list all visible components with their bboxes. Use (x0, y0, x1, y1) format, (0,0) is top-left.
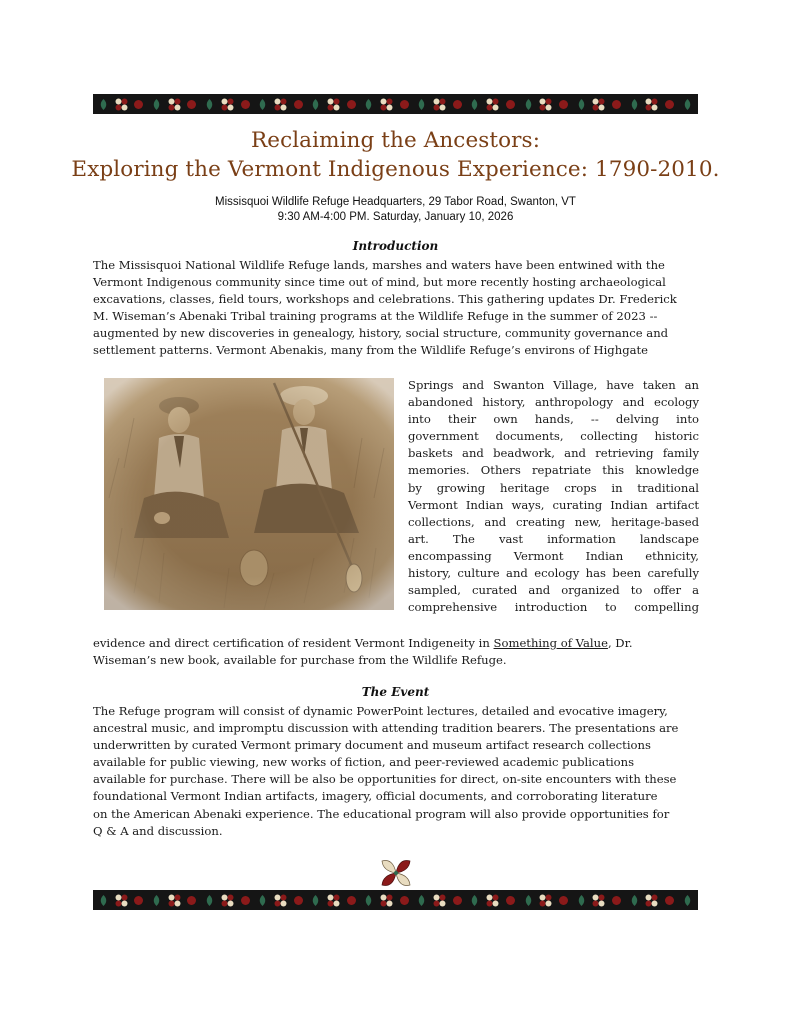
beaded-floral-border-icon (451, 894, 464, 907)
beaded-floral-border-icon (168, 894, 181, 907)
intro-wrap-line: Springs and Swanton Village, have taken an (408, 378, 699, 392)
beaded-floral-border-icon (433, 98, 446, 111)
intro-wrap-line: abandoned history, anthropology and ecology (408, 395, 699, 410)
beaded-floral-border-icon (274, 894, 287, 907)
intro-wrap-line: Vermont Indian ways, curating Indian artifact (408, 497, 699, 512)
beaded-floral-border-icon (486, 98, 499, 111)
intro-wrap-line: memories. Others repatriate this knowledge (408, 463, 699, 478)
beaded-floral-border-icon (645, 98, 658, 111)
intro-line: settlement patterns. Vermont Abenakis, many from the Wildlife Refuge’s environs of Highgate (93, 343, 649, 358)
beaded-floral-border-icon (504, 98, 517, 111)
intro-line-book-post: , Dr. (607, 636, 633, 650)
intro-line-last: Wiseman’s new book, available for purchase from the Wildlife Refuge. (93, 653, 507, 668)
intro-line: excavations, classes, field tours, workshops and celebrations. This gathering updates Dr. Frederick (93, 292, 677, 307)
beaded-floral-border-icon (256, 98, 269, 111)
beaded-floral-border-icon (486, 894, 499, 907)
beaded-floral-border-icon (557, 894, 570, 907)
beaded-floral-border-icon (239, 98, 252, 111)
event-paragraph (93, 703, 699, 840)
beaded-floral-border-icon (380, 894, 393, 907)
beaded-floral-border-icon (398, 894, 411, 907)
introduction-paragraph-wrapped (408, 377, 699, 616)
beaded-floral-border-icon (292, 98, 305, 111)
beaded-floral-border-icon (203, 894, 216, 907)
beaded-floral-border-icon (115, 98, 128, 111)
beaded-floral-border-icon (239, 894, 252, 907)
beaded-floral-border-icon (645, 894, 658, 907)
event-line: available for public viewing, new works of fiction, and peer-reviewed academic publications (93, 755, 635, 770)
beaded-floral-border-icon (415, 894, 428, 907)
beaded-floral-border-icon (327, 894, 340, 907)
beaded-floral-border-icon (592, 894, 605, 907)
event-line: available for purchase. There will be also be opportunities for direct, on-site encounters with these (93, 772, 677, 787)
beaded-floral-border-icon (168, 98, 181, 111)
intro-wrap-line: into their own hands, -- delving into (408, 412, 699, 427)
event-line: foundational Vermont Indian artifacts, imagery, official documents, and corroborating literature (93, 789, 658, 804)
title-line-2: Exploring the Vermont Indigenous Experience: 1790-2010. (71, 157, 720, 182)
beaded-floral-border-icon (185, 894, 198, 907)
book-title-link: Something of Value (493, 636, 608, 650)
intro-line: The Missisquoi National Wildlife Refuge lands, marshes and waters have been entwined with the (93, 258, 665, 272)
event-line: The Refuge program will consist of dynamic PowerPoint lectures, detailed and evocative imagery, (93, 704, 668, 718)
event-line: underwritten by curated Vermont primary document and museum artifact research collections (93, 738, 651, 753)
intro-wrap-line: comprehensive introduction to compelling (408, 600, 699, 615)
intro-line: Vermont Indigenous community since time out of mind, but more recently hosting archaeological (93, 275, 666, 290)
intro-wrap-line: sampled, curated and organized to offer a (408, 583, 699, 598)
introduction-heading: Introduction (352, 239, 439, 253)
venue-details (60, 195, 731, 225)
event-line: ancestral music, and impromptu discussion with attending tradition bearers. The presentations are (93, 721, 679, 736)
intro-wrap-line: history, culture and ecology has been carefully (408, 566, 699, 581)
beaded-floral-border-icon (362, 894, 375, 907)
beaded-floral-border-icon (451, 98, 464, 111)
event-line: on the American Abenaki experience. The educational program will also provide opportunities for (93, 806, 670, 821)
four-petal-flower-icon (377, 855, 415, 891)
beaded-floral-border-icon (203, 98, 216, 111)
beaded-floral-border-icon (681, 98, 694, 111)
beaded-floral-border-icon (522, 894, 535, 907)
beaded-floral-border-icon (345, 98, 358, 111)
beaded-floral-border-icon (610, 894, 623, 907)
title-line-1: Reclaiming the Ancestors: (250, 128, 541, 153)
decorative-border-top (93, 94, 698, 114)
event-line: Q & A and discussion. (93, 823, 223, 838)
beaded-floral-border-icon (539, 894, 552, 907)
intro-line: M. Wiseman’s Abenaki Tribal training programs at the Wildlife Refuge in the summer of 2023 -- (93, 309, 658, 324)
beaded-floral-border-icon (256, 894, 269, 907)
intro-wrap-line: baskets and beadwork, and retrieving family (408, 446, 699, 461)
event-heading: The Event (361, 685, 430, 699)
beaded-floral-border-icon (415, 98, 428, 111)
page-title (60, 126, 731, 184)
beaded-floral-border-icon (115, 894, 128, 907)
intro-line-book (93, 635, 699, 652)
beaded-floral-border-icon (628, 894, 641, 907)
intro-line: augmented by new discoveries in genealogy, history, social structure, community governance and (93, 326, 669, 341)
beaded-floral-border-icon (557, 98, 570, 111)
introduction-paragraph-top (93, 257, 699, 360)
beaded-floral-border-icon (292, 894, 305, 907)
intro-wrap-line: art. The vast information landscape (408, 531, 699, 546)
intro-line-book-pre: evidence and direct certification of resident Vermont Indigeneity in (93, 636, 494, 650)
beaded-floral-border-icon (185, 98, 198, 111)
beaded-floral-border-icon (274, 98, 287, 111)
beaded-floral-border-icon (221, 98, 234, 111)
beaded-floral-border-icon (575, 894, 588, 907)
beaded-floral-border-icon (309, 98, 322, 111)
beaded-floral-border-icon (221, 894, 234, 907)
beaded-floral-border-icon (345, 894, 358, 907)
beaded-floral-border-icon (362, 98, 375, 111)
beaded-floral-border-icon (610, 98, 623, 111)
intro-wrap-line: government documents, collecting historic (408, 429, 699, 444)
sepia-photo-two-women-seated (104, 378, 394, 610)
beaded-floral-border-icon (132, 98, 145, 111)
venue-address: Missisquoi Wildlife Refuge Headquarters, 29 Tabor Road, Swanton, VT (215, 196, 576, 208)
beaded-floral-border-icon (433, 894, 446, 907)
venue-time: 9:30 AM-4:00 PM. Saturday, January 10, 2026 (277, 211, 514, 223)
beaded-floral-border-icon (592, 98, 605, 111)
beaded-floral-border-icon (309, 894, 322, 907)
beaded-floral-border-icon (150, 894, 163, 907)
beaded-floral-border-icon (663, 98, 676, 111)
beaded-floral-border-icon (97, 894, 110, 907)
intro-wrap-line: encompassing Vermont Indian ethnicity, (408, 548, 699, 563)
beaded-floral-border-icon (132, 894, 145, 907)
beaded-floral-border-icon (504, 894, 517, 907)
beaded-floral-border-icon (468, 98, 481, 111)
beaded-floral-border-icon (150, 98, 163, 111)
decorative-border-bottom (93, 890, 698, 910)
beaded-floral-border-icon (539, 98, 552, 111)
intro-wrap-line: by growing heritage crops in traditional (408, 480, 699, 495)
beaded-floral-border-icon (628, 98, 641, 111)
beaded-floral-border-icon (522, 98, 535, 111)
beaded-floral-border-icon (97, 98, 110, 111)
beaded-floral-border-icon (663, 894, 676, 907)
beaded-floral-border-icon (398, 98, 411, 111)
beaded-floral-border-icon (327, 98, 340, 111)
beaded-floral-border-icon (380, 98, 393, 111)
intro-wrap-line: collections, and creating new, heritage-based (408, 514, 699, 529)
beaded-floral-border-icon (681, 894, 694, 907)
introduction-paragraph-end (93, 635, 699, 669)
beaded-floral-border-icon (468, 894, 481, 907)
beaded-floral-border-icon (575, 98, 588, 111)
